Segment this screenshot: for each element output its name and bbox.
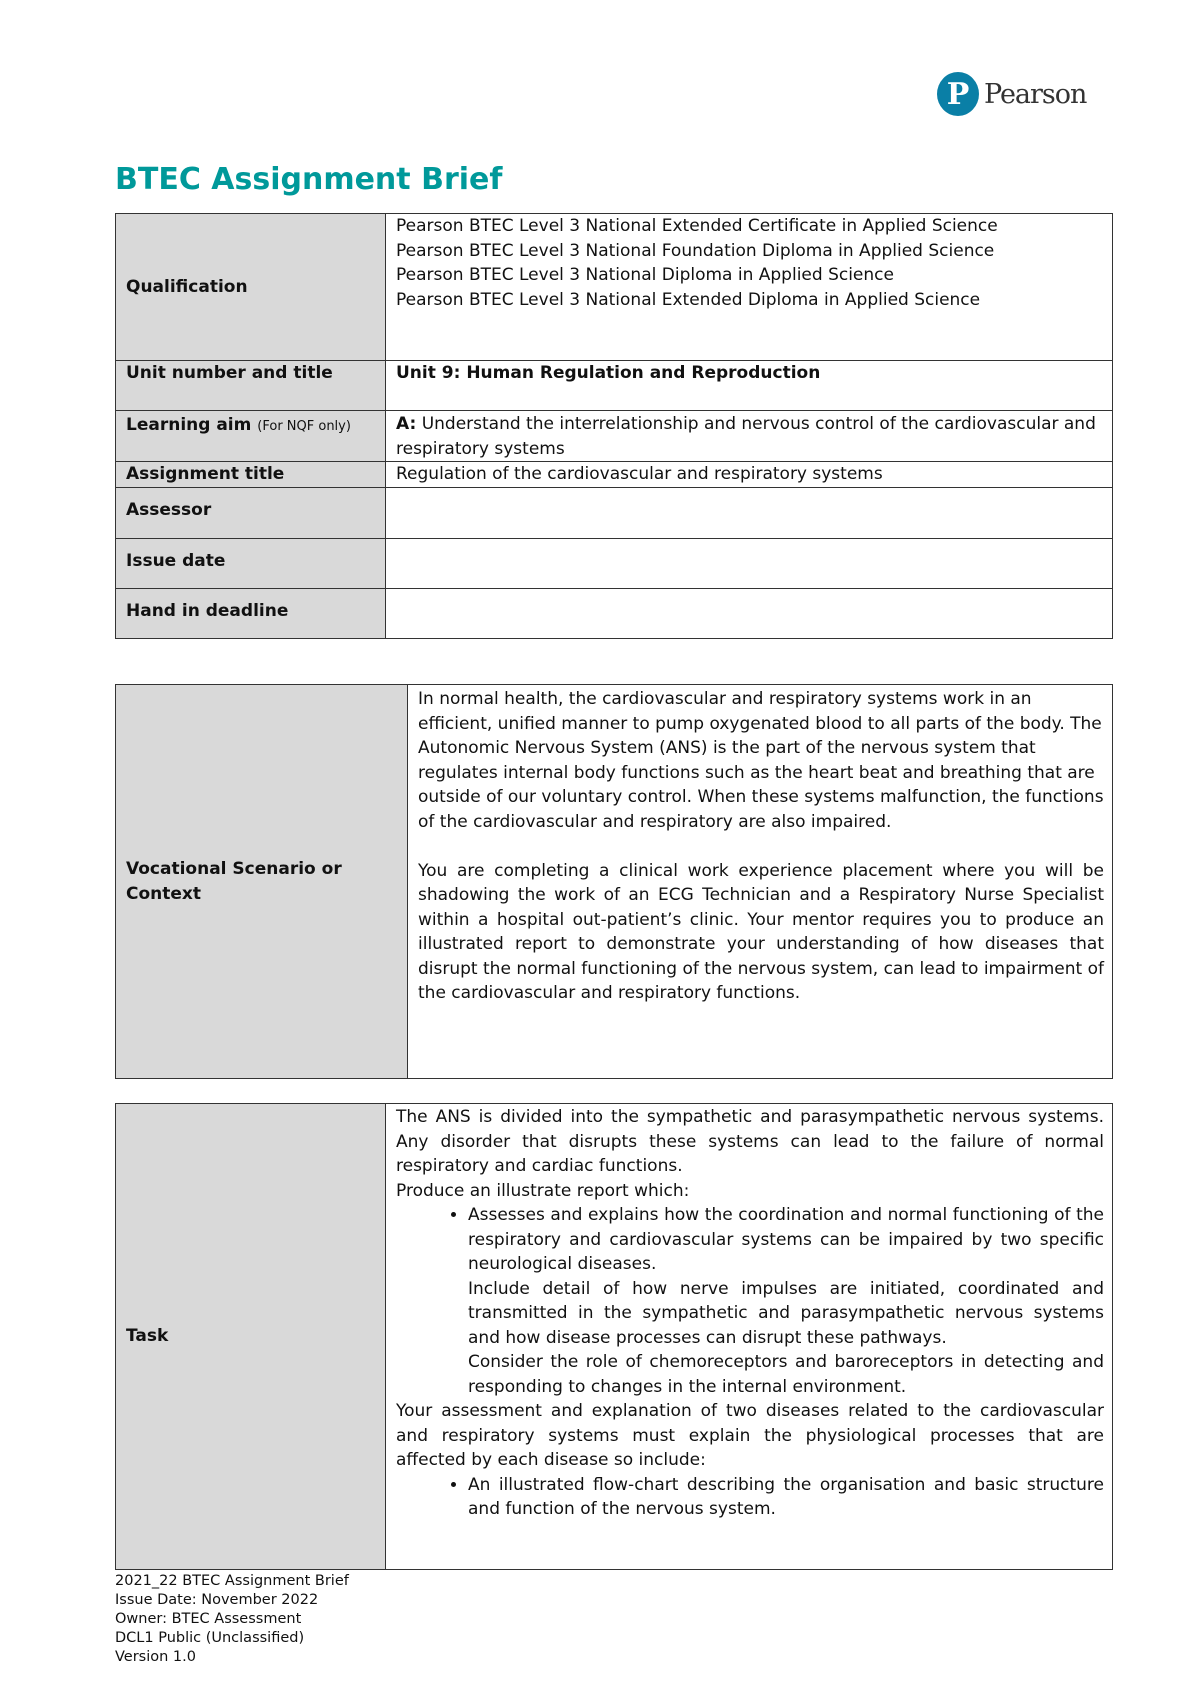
footer-line: 2021_22 BTEC Assignment Brief — [115, 1573, 349, 1589]
assignment-title-label: Assignment title — [116, 462, 386, 488]
scenario-text — [408, 685, 1113, 1079]
deadline-label: Hand in deadline — [116, 588, 386, 638]
pearson-logo-text: Pearson — [984, 78, 1087, 110]
page-title: BTEC Assignment Brief — [115, 162, 503, 197]
footer — [115, 1572, 349, 1667]
footer-line: Owner: BTEC Assessment — [115, 1611, 302, 1627]
unit-label: Unit number and title — [116, 361, 386, 411]
pearson-logo — [937, 72, 1086, 116]
scenario-paragraph: In normal health, the cardiovascular and respiratory systems work in an efficient, unified manner to pump oxygenated blood to all parts of the body. The Autonomic Nervous System (ANS) is the part of the nervous system that regulates internal body functions such as the heart beat and breathing that are outside of our voluntary control. When these systems malfunction, the functions of the cardiovascular and respiratory are also impaired. — [418, 689, 1104, 832]
qualification-label: Qualification — [116, 214, 386, 361]
assessor-value[interactable] — [386, 487, 1113, 538]
qualification-item: Pearson BTEC Level 3 National Extended Certificate in Applied Science — [396, 216, 998, 236]
qualification-row — [116, 214, 1113, 361]
scenario-paragraph: You are completing a clinical work experience placement where you will be shadowing the work of an ECG Technician and a Respiratory Nurse Specialist within a hospital out-patient’s clinic. Your mentor requires you to produce an illustrated report to demonstrate your understanding of how diseases that disrupt the normal functioning of the nervous system, can lead to impairment of the cardiovascular and respiratory functions. — [418, 860, 1104, 1003]
qualification-item: Pearson BTEC Level 3 National Extended Diploma in Applied Science — [396, 289, 981, 310]
learning-aim-label-text: Learning aim — [126, 415, 252, 435]
learning-aim-label — [116, 411, 386, 462]
qualification-item: Pearson BTEC Level 3 National Diploma in Applied Science — [396, 265, 894, 285]
task-bullet: • An illustrated flow-chart describing the organisation and basic structure and function of the nervous system. — [468, 1473, 1104, 1522]
task-paragraph: Produce an illustrate report which: — [396, 1180, 690, 1201]
issue-date-row — [116, 538, 1113, 588]
details-table — [115, 213, 1113, 639]
task-bullet: • Assesses and explains how the coordination and normal functioning of the respiratory and cardiovascular systems can be impaired by two specific neurological diseases. — [468, 1203, 1104, 1277]
learning-aim-prefix: A: — [396, 414, 417, 434]
task-table — [115, 1103, 1113, 1570]
footer-line: Version 1.0 — [115, 1649, 196, 1665]
task-bullets — [396, 1203, 1104, 1277]
qualification-values — [386, 214, 1113, 361]
learning-aim-text: Understand the interrelationship and nervous control of the cardiovascular and respiratory systems — [396, 414, 1096, 459]
assignment-title-value: Regulation of the cardiovascular and respiratory systems — [386, 462, 1113, 488]
assessor-row — [116, 487, 1113, 538]
task-paragraph: Your assessment and explanation of two diseases related to the cardiovascular and respiratory systems must explain the physiological processes that are affected by each disease so include: — [396, 1401, 1104, 1470]
deadline-value[interactable] — [386, 588, 1113, 638]
scenario-row — [116, 685, 1113, 1079]
task-row — [116, 1104, 1113, 1570]
learning-aim-value — [386, 411, 1113, 462]
qualification-item: Pearson BTEC Level 3 National Foundation Diploma in Applied Science — [396, 240, 995, 261]
scenario-label: Vocational Scenario or Context — [116, 685, 408, 1079]
task-label: Task — [116, 1104, 386, 1570]
footer-line: DCL1 Public (Unclassified) — [115, 1630, 305, 1646]
unit-row — [116, 361, 1113, 411]
learning-aim-note: (For NQF only) — [257, 419, 351, 434]
learning-aim-row — [116, 411, 1113, 462]
pearson-logo-mark: P — [937, 72, 979, 116]
scenario-table — [115, 684, 1113, 1079]
assessor-label: Assessor — [116, 487, 386, 538]
unit-value: Unit 9: Human Regulation and Reproduction — [386, 361, 1113, 411]
deadline-row — [116, 588, 1113, 638]
task-bullets — [396, 1473, 1104, 1522]
issue-date-label: Issue date — [116, 538, 386, 588]
task-text — [386, 1104, 1113, 1570]
assignment-title-row — [116, 462, 1113, 488]
footer-line: Issue Date: November 2022 — [115, 1592, 319, 1608]
issue-date-value[interactable] — [386, 538, 1113, 588]
task-sub-paragraph: Consider the role of chemoreceptors and baroreceptors in detecting and responding to changes in the internal environment. — [468, 1352, 1104, 1397]
task-paragraph: The ANS is divided into the sympathetic and parasympathetic nervous systems. Any disorder that disrupts these systems can lead to the failure of normal respiratory and cardiac functions. — [396, 1107, 1104, 1176]
task-sub-paragraph: Include detail of how nerve impulses are initiated, coordinated and transmitted in the sympathetic and parasympathetic nervous systems and how disease processes can disrupt these pathways. — [468, 1278, 1104, 1348]
